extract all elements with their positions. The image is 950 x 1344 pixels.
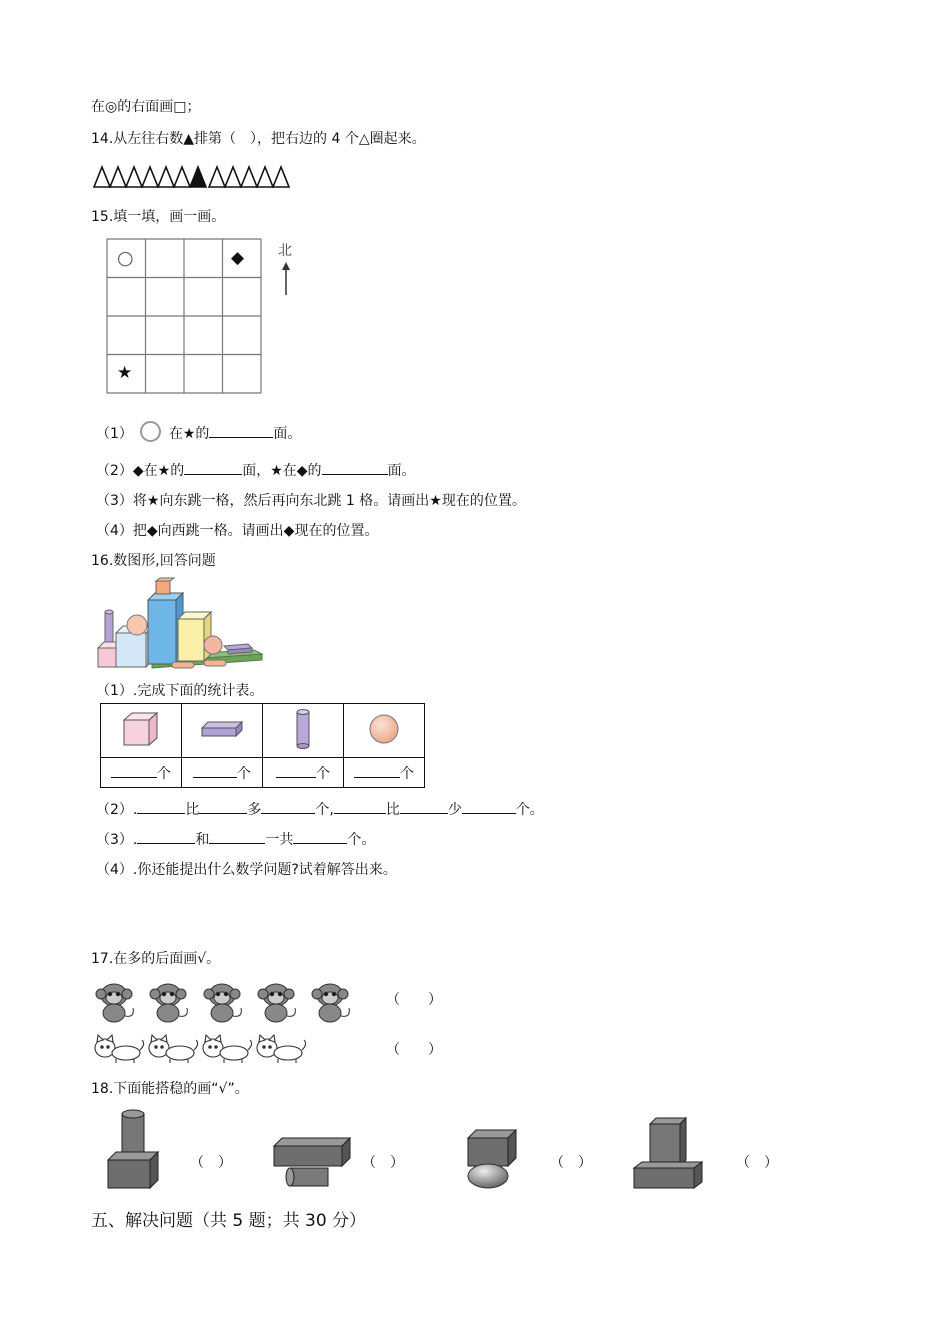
count-sphere-blank[interactable]: 个 [344, 758, 425, 788]
question-15-3: （3）将★向东跳一格，然后再向东北跳 1 格。请画出★现在的位置。 [96, 493, 526, 509]
monkey-row [92, 982, 352, 1024]
north-label: 北 [278, 243, 292, 259]
stack-prism-on-box [632, 1118, 706, 1190]
cat-row [92, 1034, 312, 1064]
cuboid-icon [200, 720, 244, 738]
grid-circle: ○ [117, 247, 134, 269]
question-16: 16.数图形,回答问题 [91, 553, 216, 569]
count-cuboid-blank[interactable]: 个 [182, 758, 263, 788]
question-16-2: （2）. 比 多 个, 比 少 个。 [96, 799, 544, 819]
stack-cube-on-sphere [464, 1128, 522, 1190]
cell-sphere [344, 704, 425, 758]
question-16-1: （1）.完成下面的统计表。 [96, 683, 264, 699]
cylinder-icon [295, 708, 311, 750]
question-14: 14.从左往右数▲排第（ ），把右边的 4 个△圈起来。 [91, 131, 426, 147]
answer-paren-18-4[interactable]: （ ） [736, 1155, 778, 1171]
question-17: 17.在多的后面画√。 [91, 951, 221, 967]
count-cylinder-blank[interactable]: 个 [263, 758, 344, 788]
answer-paren-18-1[interactable]: （ ） [190, 1155, 232, 1171]
count-cube-blank[interactable]: 个 [101, 758, 182, 788]
cube-icon [122, 711, 160, 747]
north-arrow-icon [280, 262, 292, 296]
question-15-2: （2）◆在★的 面，★在◆的 面。 [96, 460, 416, 480]
question-15-4: （4）把◆向西跳一格。请画出◆现在的位置。 [96, 523, 379, 539]
circle-icon [140, 421, 161, 442]
question-18: 18.下面能搭稳的画“√”。 [91, 1081, 249, 1097]
question-15: 15.填一填，画一画。 [91, 209, 226, 225]
cell-cube [101, 704, 182, 758]
answer-paren-18-2[interactable]: （ ） [362, 1155, 404, 1171]
question-16-3: （3）. 和 一共 个。 [96, 829, 375, 849]
cell-cylinder [263, 704, 344, 758]
triangle-row [93, 165, 293, 189]
cell-cuboid [182, 704, 263, 758]
stacked-solids-illustration [96, 578, 266, 670]
sphere-icon [367, 712, 401, 746]
section-5-heading: 五、解决问题（共 5 题；共 30 分） [91, 1211, 367, 1231]
answer-paren-monkeys[interactable]: （ ） [386, 992, 442, 1008]
answer-paren-cats[interactable]: （ ） [386, 1042, 442, 1058]
grid-diamond: ◆ [231, 248, 245, 268]
question-15-1: （1） 在★的 面。 [96, 421, 301, 443]
stack-cylinder-on-cube [106, 1108, 162, 1190]
instruction-draw-square: 在◎的右面画□； [91, 99, 201, 115]
answer-paren-18-3[interactable]: （ ） [550, 1155, 592, 1171]
count-table [100, 703, 425, 788]
grid-star: ★ [117, 363, 133, 383]
question-16-4: （4）.你还能提出什么数学问题?试着解答出来。 [96, 862, 397, 878]
stack-box-on-cylinder [272, 1136, 354, 1192]
